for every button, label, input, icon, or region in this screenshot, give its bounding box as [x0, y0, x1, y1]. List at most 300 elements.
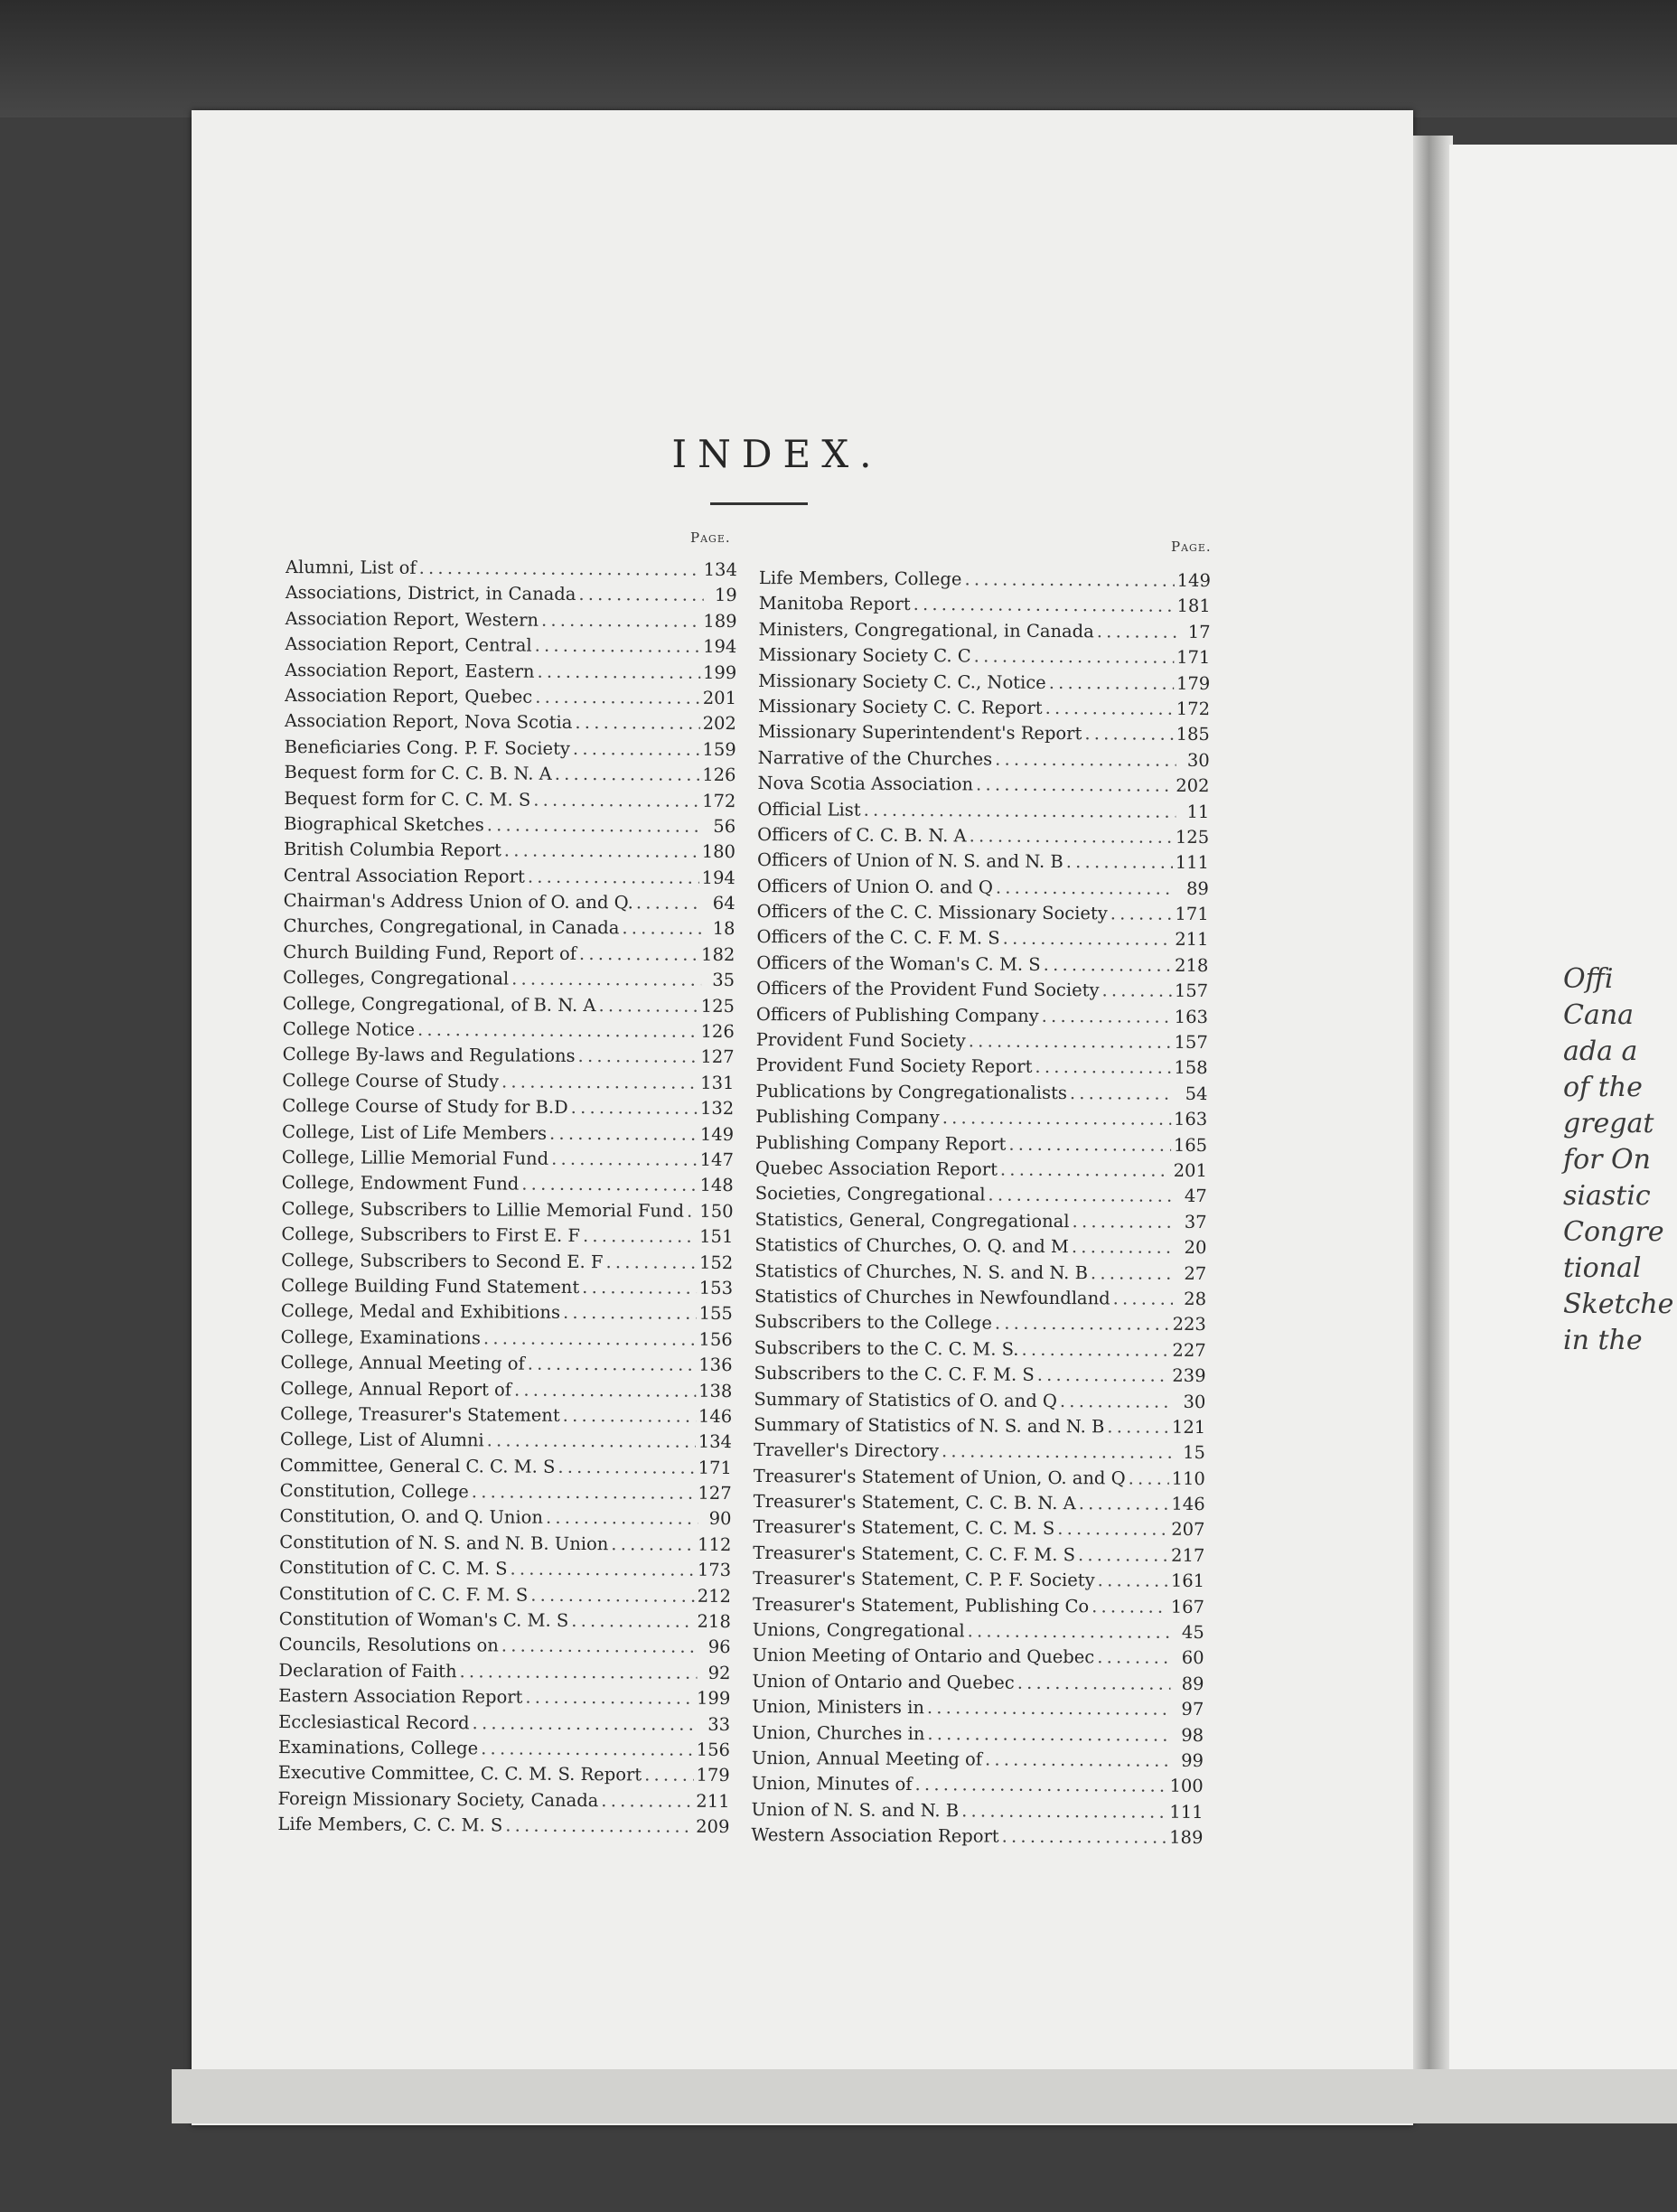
index-entry [754, 1438, 1205, 1466]
index-entry-page: 100 [1169, 1776, 1204, 1797]
index-entry-page: 27 [1184, 1262, 1207, 1284]
dot-leader [1044, 952, 1173, 979]
index-entry-label: College, Treasurer's Statement [280, 1402, 560, 1426]
dot-leader [964, 567, 1174, 594]
index-entry-label: Associations, District, in Canada [285, 582, 576, 605]
dot-leader [533, 787, 699, 814]
index-entry-page: 157 [1174, 1031, 1208, 1054]
index-entry-page: 155 [698, 1303, 733, 1325]
index-entry [755, 1104, 1207, 1132]
index-entry [754, 1386, 1205, 1414]
index-entry-page: 37 [1184, 1211, 1207, 1233]
index-entry-label: Missionary Society C. C. Report [757, 695, 1043, 718]
index-entry [758, 617, 1210, 645]
dot-leader [528, 1352, 697, 1379]
index-entry [280, 1427, 732, 1455]
index-entry-page: 185 [1176, 724, 1210, 745]
index-entry-page: 199 [696, 1687, 731, 1710]
index-entry [752, 1771, 1204, 1799]
dot-leader [459, 1659, 697, 1686]
index-entry [752, 1669, 1204, 1697]
index-entry-label: Colleges, Congregational [283, 967, 510, 989]
dot-leader [969, 1028, 1172, 1055]
dot-leader [1097, 1645, 1171, 1672]
index-entry [286, 555, 737, 583]
index-entry-label: College By-laws and Regulations [282, 1044, 576, 1067]
index-entry-page: 153 [698, 1277, 734, 1298]
index-entry [279, 1530, 731, 1558]
dot-leader [525, 1685, 694, 1712]
index-entry-label: Union, Minutes of [751, 1773, 913, 1795]
index-entry-page: 161 [1170, 1570, 1205, 1592]
index-entry-page: 156 [696, 1739, 731, 1760]
index-entry-page: 30 [1183, 1391, 1206, 1412]
index-entry [279, 1555, 731, 1583]
dot-leader [1066, 849, 1173, 876]
index-entry-label: Constitution of Woman's C. M. S [278, 1607, 569, 1631]
index-column-left [277, 555, 737, 1841]
index-entry-label: Ministers, Congregational, in Canada [758, 618, 1094, 642]
dot-leader [573, 736, 700, 763]
index-entry [284, 760, 735, 788]
index-entry-page: 223 [1172, 1314, 1206, 1336]
index-entry [281, 1273, 733, 1301]
scan-background [0, 0, 1677, 117]
dot-leader [510, 1557, 695, 1584]
dot-leader [1008, 1131, 1171, 1158]
index-entry [753, 1592, 1204, 1620]
facing-page-line: siastic [1563, 1180, 1651, 1212]
dot-leader [571, 1608, 694, 1635]
index-entry-page: 111 [1169, 1801, 1204, 1823]
index-entry-page: 47 [1184, 1186, 1207, 1207]
index-entry-page: 111 [1175, 852, 1210, 874]
page-edge-shadow [172, 2069, 1677, 2123]
index-entry [283, 940, 735, 968]
index-entry-page: 131 [700, 1072, 735, 1093]
index-entry-label: Publishing Company Report [755, 1131, 1007, 1155]
index-entry-page: 147 [699, 1148, 734, 1171]
index-entry [281, 1325, 733, 1353]
dot-leader [571, 1095, 698, 1121]
dot-leader [501, 1634, 698, 1661]
index-entry [280, 1401, 732, 1429]
dot-leader [577, 1044, 698, 1070]
facing-page-line: for On [1563, 1144, 1651, 1176]
dot-leader [1079, 1491, 1169, 1517]
index-entry-label: Examinations, College [277, 1736, 479, 1759]
index-entry-label: Association Report, Eastern [285, 659, 535, 682]
dot-leader [1101, 979, 1172, 1005]
index-entry-label: Officers of Publishing Company [755, 1003, 1039, 1026]
index-entry-label: Chairman's Address Union of O. and Q. [283, 890, 633, 914]
index-entry-label: Missionary Society C. C [758, 644, 971, 667]
index-entry-page: 146 [1171, 1493, 1205, 1515]
index-entry-page: 56 [713, 815, 736, 837]
index-entry-page: 156 [698, 1328, 733, 1350]
index-entry-label: Manitoba Report [758, 593, 911, 615]
dot-leader [528, 864, 699, 891]
page-title: INDEX. [671, 432, 883, 476]
index-entry [756, 924, 1208, 952]
index-entry-page: 99 [1181, 1749, 1204, 1771]
dot-leader [1042, 1004, 1172, 1030]
dot-leader [1078, 1542, 1168, 1569]
index-entry-page: 112 [698, 1533, 732, 1555]
index-entry-label: Treasurer's Statement, C. P. F. Society [753, 1568, 1095, 1591]
index-entry-label: Constitution of C. C. M. S [279, 1557, 508, 1579]
index-entry [754, 1361, 1205, 1389]
index-entry [285, 606, 736, 634]
dot-leader [555, 762, 700, 788]
index-entry-label: Councils, Resolutions on [278, 1634, 499, 1656]
index-entry [285, 658, 736, 686]
index-entry-page: 60 [1181, 1647, 1204, 1669]
dot-leader [913, 592, 1175, 619]
index-entry [280, 1453, 732, 1481]
facing-page-line: Congre [1563, 1216, 1664, 1248]
dot-leader [537, 659, 700, 686]
dot-leader [927, 1695, 1171, 1722]
index-entry-label: Alumni, List of [285, 556, 417, 578]
index-entry [755, 1130, 1207, 1158]
facing-page-line: of the [1563, 1072, 1643, 1103]
index-entry-page: 212 [697, 1585, 732, 1607]
index-entry-label: Declaration of Faith [278, 1659, 457, 1682]
index-entry-page: 218 [1175, 954, 1209, 976]
index-entry-page: 126 [702, 764, 736, 786]
dot-leader [575, 710, 699, 736]
dot-leader [1000, 1158, 1171, 1185]
index-entry [277, 1812, 729, 1840]
dot-leader [481, 1736, 694, 1763]
index-entry-label: College Notice [282, 1018, 416, 1040]
index-entry-label: College, Annual Report of [280, 1377, 512, 1401]
index-entry-label: Quebec Association Report [754, 1157, 998, 1180]
index-entry [278, 1760, 730, 1788]
index-entry-label: Constitution of N. S. and N. B. Union [279, 1531, 609, 1555]
index-entry [752, 1694, 1204, 1722]
dot-leader [546, 1505, 698, 1532]
index-entry [283, 1017, 735, 1045]
index-entry [754, 1489, 1205, 1517]
index-entry-label: Unions, Congregational [752, 1618, 965, 1642]
index-entry-label: Traveller's Directory [753, 1439, 940, 1462]
dot-leader [644, 1763, 694, 1789]
index-entry-label: British Columbia Report [283, 839, 501, 861]
dot-leader [995, 746, 1176, 773]
index-entry [278, 1786, 730, 1814]
dot-leader [1072, 1209, 1173, 1235]
dot-leader [583, 1223, 697, 1250]
index-entry-label: Nova Scotia Association [757, 773, 974, 795]
index-entry [278, 1658, 730, 1686]
index-entry-page: 194 [703, 635, 737, 658]
index-entry-label: Statistics of Churches, O. Q. and M [754, 1234, 1070, 1258]
index-entry-page: 239 [1172, 1364, 1206, 1387]
dot-leader [1110, 901, 1173, 927]
dot-leader [970, 823, 1173, 850]
index-entry-label: Union, Churches in [752, 1721, 925, 1744]
index-entry-page: 173 [697, 1560, 732, 1581]
index-entry [281, 1298, 733, 1326]
book-gutter [1413, 136, 1453, 2078]
index-entry-page: 202 [1176, 774, 1210, 797]
index-entry [753, 1643, 1204, 1671]
dot-leader [501, 1069, 698, 1096]
index-entry-label: Ecclesiastical Record [278, 1711, 470, 1733]
index-entry [756, 1053, 1208, 1081]
index-entry-label: Union Meeting of Ontario and Quebec [752, 1645, 1095, 1668]
index-entry-page: 17 [1187, 621, 1211, 642]
index-entry-page: 202 [702, 713, 736, 735]
index-entry [284, 811, 735, 839]
index-entry [758, 694, 1210, 722]
index-entry [757, 797, 1209, 825]
dot-leader [487, 812, 703, 839]
index-entry-label: Provident Fund Society Report [755, 1054, 1033, 1078]
dot-leader [557, 1455, 695, 1481]
index-entry [282, 1170, 734, 1198]
index-entry [282, 1120, 734, 1148]
index-entry-label: Foreign Missionary Society, Canada [277, 1787, 599, 1811]
dot-leader [505, 1814, 693, 1841]
index-entry-page: 138 [698, 1380, 733, 1401]
dot-leader [578, 582, 704, 608]
index-entry-page: 218 [697, 1610, 731, 1633]
index-entry-page: 217 [1171, 1544, 1205, 1566]
index-entry-label: College, Lillie Memorial Fund [281, 1146, 549, 1169]
index-entry [757, 822, 1209, 850]
index-entry-page: 45 [1181, 1621, 1204, 1644]
index-entry-label: Constitution, College [279, 1480, 469, 1503]
index-entry [757, 899, 1209, 927]
index-entry [285, 683, 736, 711]
index-entry [759, 591, 1211, 619]
index-entry-page: 90 [708, 1508, 732, 1530]
index-entry [283, 991, 735, 1019]
index-entry-label: Treasurer's Statement of Union, O. and Q [753, 1465, 1126, 1489]
dot-leader [1098, 1569, 1168, 1595]
index-entry-page: 126 [700, 1020, 735, 1043]
index-entry [756, 976, 1208, 1004]
index-entry [278, 1735, 730, 1763]
index-entry-label: Subscribers to the C. C. F. M. S [754, 1363, 1035, 1385]
index-entry-label: College, Subscribers to First E. F [281, 1223, 581, 1247]
dot-leader [1060, 1389, 1173, 1415]
facing-page-line: in the [1563, 1325, 1643, 1356]
index-entry-page: 199 [702, 661, 737, 683]
index-entry [284, 786, 735, 814]
dot-leader [549, 1120, 698, 1147]
index-entry [755, 1079, 1207, 1107]
dot-leader [535, 685, 700, 712]
index-entry-page: 146 [698, 1405, 733, 1427]
index-entry [751, 1823, 1203, 1851]
index-entry-label: Officers of the Woman's C. M. S [756, 951, 1041, 975]
index-entry-page: 92 [707, 1662, 731, 1683]
dot-leader [1045, 696, 1174, 722]
dot-leader [1002, 1824, 1167, 1851]
index-entry [754, 1233, 1206, 1261]
index-entry-page: 207 [1171, 1519, 1205, 1541]
index-entry-page: 201 [1173, 1159, 1207, 1182]
index-entry [284, 888, 735, 916]
index-entry-label: Eastern Association Report [278, 1685, 523, 1708]
index-column-right [751, 566, 1211, 1851]
index-entry [756, 1002, 1208, 1030]
index-entry-page: 194 [701, 867, 735, 888]
index-entry-label: Constitution, O. and Q. Union [279, 1505, 544, 1529]
facing-page-line: tional [1563, 1252, 1642, 1284]
index-entry-page: 15 [1183, 1442, 1206, 1464]
index-entry [279, 1607, 731, 1635]
facing-page-line: gregat [1563, 1108, 1654, 1139]
index-entry [757, 771, 1209, 799]
dot-leader [601, 1788, 693, 1814]
index-entry [758, 642, 1210, 670]
index-entry-page: 54 [1185, 1083, 1208, 1104]
dot-leader [961, 1798, 1166, 1825]
index-entry [285, 735, 736, 763]
index-entry [758, 745, 1210, 773]
dot-leader [511, 967, 701, 994]
dot-leader [974, 644, 1175, 671]
index-entry-page: 211 [1175, 929, 1209, 951]
dot-leader [942, 1439, 1172, 1467]
dot-leader [579, 942, 698, 968]
index-entry [754, 1207, 1206, 1235]
index-entry-label: College, Congregational, of B. N. A [282, 992, 596, 1016]
index-entry-label: Union of N. S. and N. B [751, 1798, 960, 1822]
index-entry-page: 33 [707, 1713, 731, 1735]
index-entry-label: Summary of Statistics of N. S. and N. B [754, 1413, 1105, 1438]
index-entry-page: 89 [1181, 1673, 1204, 1694]
index-entry [286, 580, 737, 608]
dot-leader [504, 839, 699, 866]
index-entry-label: Subscribers to the C. C. M. S. [754, 1336, 1019, 1360]
dot-leader [611, 1532, 695, 1558]
dot-leader [968, 1618, 1171, 1645]
index-entry [283, 965, 735, 993]
index-entry-page: 132 [699, 1098, 735, 1120]
index-entry-page: 172 [702, 790, 736, 811]
index-entry-page: 163 [1174, 1006, 1209, 1027]
dot-leader [622, 916, 701, 942]
index-entry [758, 719, 1210, 747]
index-entry [279, 1632, 731, 1660]
index-entry-page: 96 [707, 1636, 731, 1658]
index-entry [753, 1566, 1204, 1594]
index-entry-page: 159 [702, 738, 736, 760]
index-entry-label: Committee, General C. C. M. S [279, 1454, 556, 1477]
dot-leader [598, 993, 698, 1019]
index-entry [280, 1350, 732, 1378]
index-entry-label: Societies, Congregational [754, 1183, 986, 1205]
index-entry-label: Missionary Superintendent's Report [757, 721, 1082, 745]
index-entry-page: 211 [696, 1790, 730, 1812]
index-entry-page: 127 [700, 1046, 735, 1068]
index-entry-label: Association Report, Quebec [284, 684, 533, 708]
index-entry [279, 1504, 731, 1532]
index-entry [752, 1746, 1204, 1774]
index-entry-label: Union, Ministers in [752, 1696, 924, 1719]
index-entry-label: College, Subscribers to Second E. F [281, 1249, 604, 1272]
dot-leader [605, 1250, 697, 1276]
index-entry-label: Treasurer's Statement, C. C. B. N. A [753, 1491, 1076, 1514]
index-entry [754, 1412, 1205, 1440]
index-entry-label: Central Association Report [283, 864, 525, 887]
index-entry-label: Treasurer's Statement, C. C. M. S [753, 1516, 1055, 1540]
index-entry-page: 158 [1174, 1057, 1208, 1079]
index-entry-page: 110 [1171, 1467, 1205, 1489]
dot-leader [419, 556, 701, 583]
dot-leader [1107, 1414, 1169, 1440]
dot-leader [1057, 1516, 1168, 1542]
index-entry-label: Association Report, Nova Scotia [284, 710, 573, 734]
index-entry-page: 35 [712, 970, 735, 991]
index-entry-label: Officers of Union of N. S. and N. B [756, 849, 1063, 873]
dot-leader [514, 1377, 696, 1404]
index-entry-label: Provident Fund Society [755, 1029, 966, 1052]
dot-leader [551, 1147, 698, 1173]
index-entry-label: Officers of the Provident Fund Society [756, 978, 1100, 1001]
index-entry-page: 189 [703, 610, 737, 632]
index-entry-page: 121 [1171, 1416, 1206, 1438]
index-entry-page: 127 [698, 1482, 732, 1504]
index-entry [758, 669, 1210, 697]
index-entry-label: Church Building Fund, Report of [283, 941, 577, 964]
index-entry-label: Treasurer's Statement, C. C. F. M. S [753, 1542, 1076, 1566]
dot-leader [1091, 1594, 1168, 1620]
index-entry-page: 134 [703, 558, 737, 581]
index-entry-label: Life Members, C. C. M. S [277, 1814, 503, 1836]
index-entry [281, 1248, 733, 1276]
index-entry-page: 201 [702, 687, 737, 709]
index-entry-label: Executive Committee, C. C. M. S. Report [277, 1762, 642, 1786]
index-entry-page: 167 [1170, 1596, 1205, 1617]
dot-leader [535, 633, 701, 661]
index-entry-page: 171 [698, 1457, 732, 1478]
facing-page-line: Cana [1563, 999, 1635, 1031]
dot-leader [864, 797, 1176, 825]
index-entry [757, 848, 1209, 876]
index-entry-page: 136 [698, 1354, 733, 1376]
index-entry-label: Narrative of the Churches [757, 746, 993, 770]
index-entry-page: 157 [1174, 980, 1209, 1002]
index-entry-page: 19 [714, 585, 737, 606]
index-entry-page: 182 [701, 943, 735, 965]
dot-leader [995, 1311, 1170, 1338]
index-entry-label: College Course of Study for B.D [282, 1095, 568, 1119]
index-entry [281, 1222, 733, 1250]
index-entry [285, 708, 736, 736]
index-entry-page: 30 [1186, 749, 1210, 771]
index-entry-page: 11 [1186, 801, 1210, 822]
index-entry-label: Summary of Statistics of O. and Q [754, 1388, 1058, 1411]
index-entry-label: Officers of Union O. and Q [756, 875, 993, 898]
index-entry-page: 148 [699, 1175, 734, 1196]
index-entry [753, 1617, 1204, 1645]
index-entry-label: College, Medal and Exhibitions [280, 1300, 561, 1324]
index-entry-page: 149 [699, 1123, 735, 1145]
dot-leader [1037, 1363, 1170, 1389]
page-column-heading-left: Page. [690, 530, 731, 546]
index-entry-page: 28 [1184, 1288, 1207, 1309]
index-entry-page: 150 [699, 1200, 734, 1222]
index-entry-page: 165 [1173, 1134, 1208, 1156]
dot-leader [1084, 722, 1173, 748]
